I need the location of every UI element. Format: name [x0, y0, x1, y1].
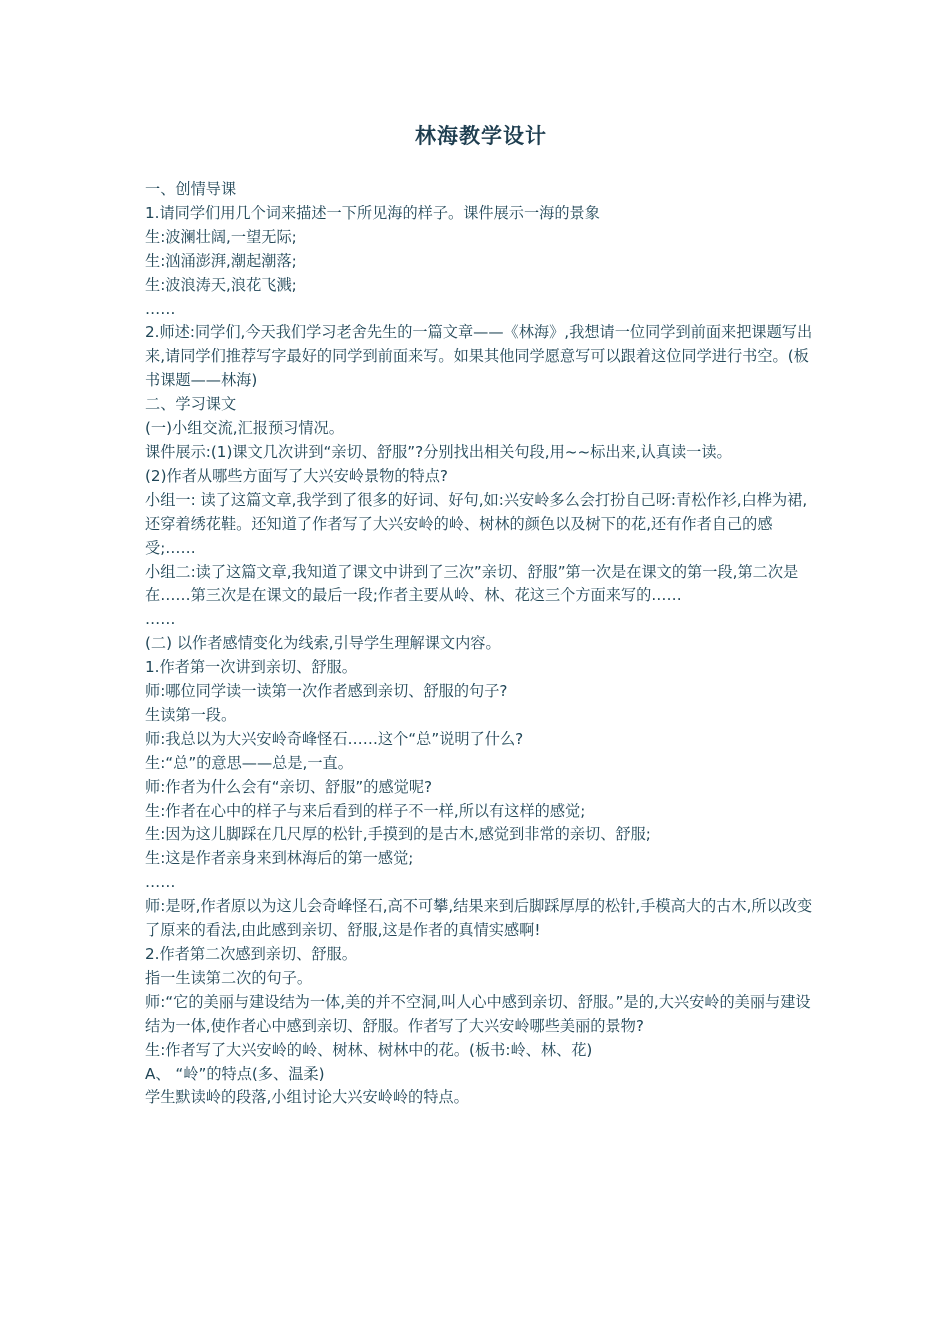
- paragraph: (2)作者从哪些方面写了大兴安岭景物的特点?: [145, 466, 448, 485]
- paragraph: 小组一: 读了这篇文章,我学到了很多的好词、好句,如:兴安岭多么会打扮自己呀:青松作衫,白桦为裙,还穿着绣花鞋。还知道了作者写了大兴安岭的岭、树林的颜色以及树下的花,还有作者自己的感受;……: [145, 490, 808, 557]
- paragraph: 生:作者写了大兴安岭的岭、树林、树林中的花。(板书:岭、林、花): [145, 1040, 593, 1059]
- paragraph: 生读第一段。: [145, 705, 237, 724]
- paragraph: (一)小组交流,汇报预习情况。: [145, 419, 344, 438]
- paragraph: 课件展示:(1)课文几次讲到“亲切、舒服”?分别找出相关句段,用~~标出来,认真读一读。: [145, 442, 732, 461]
- document-page: [145, 120, 813, 1110]
- subsection-heading: (二) 以作者感情变化为线索,引导学生理解课文内容。: [145, 634, 501, 653]
- paragraph: 生:汹涌澎湃,潮起潮落;: [145, 251, 297, 270]
- paragraph: 生:波澜壮阔,一望无际;: [145, 227, 297, 246]
- paragraph: A、 “岭”的特点(多、温柔): [145, 1064, 325, 1083]
- paragraph: 师:作者为什么会有“亲切、舒服”的感觉呢?: [145, 777, 433, 796]
- section-heading: 二、学习课文: [145, 395, 237, 414]
- paragraph: 师:哪位同学读一读第一次作者感到亲切、舒服的句子?: [145, 682, 508, 701]
- paragraph: 生:作者在心中的样子与来后看到的样子不一样,所以有这样的感觉;: [145, 801, 586, 820]
- paragraph: 生:“总”的意思——总是,一直。: [145, 753, 353, 772]
- ellipsis-line: ……: [145, 299, 176, 318]
- ellipsis-line: ……: [145, 610, 176, 629]
- paragraph: 2.作者第二次感到亲切、舒服。: [145, 945, 357, 963]
- paragraph: 小组二:读了这篇文章,我知道了课文中讲到了三次”亲切、舒服”第一次是在课文的第一段,第二次是在……第三次是在课文的最后一段;作者主要从岭、林、花这三个方面来写的……: [145, 562, 799, 605]
- paragraph: 师:我总以为大兴安岭奇峰怪石……这个“总”说明了什么?: [145, 729, 524, 748]
- section-heading: 一、创情导课: [145, 180, 237, 198]
- ellipsis-line: ……: [145, 873, 176, 892]
- paragraph: 师:“它的美丽与建设结为一体,美的并不空洞,叫人心中感到亲切、舒服。”是的,大兴安岭的美丽与建设结为一体,使作者心中感到亲切、舒服。作者写了大兴安岭哪些美丽的景物?: [145, 992, 811, 1035]
- paragraph: 2.师述:同学们,今天我们学习老舍先生的一篇文章——《林海》,我想请一位同学到前面来把课题写出来,请同学们推荐写字最好的同学到前面来写。如果其他同学愿意写可以跟着这位同学进行书空。(板书课题——林海): [145, 323, 813, 390]
- document-title: 林海教学设计: [415, 124, 547, 148]
- paragraph: 指一生读第二次的句子。: [145, 968, 313, 987]
- paragraph: 1.作者第一次讲到亲切、舒服。: [145, 658, 357, 677]
- paragraph: 师:是呀,作者原以为这儿会奇峰怪石,高不可攀,结果来到后脚踩厚厚的松针,手模高大的古木,所以改变了原来的看法,由此感到亲切、舒服,这是作者的真情实感啊!: [145, 897, 813, 940]
- document-body: [145, 178, 813, 1110]
- paragraph: 生:这是作者亲身来到林海后的第一感觉;: [145, 849, 414, 868]
- paragraph: 生:波浪涛天,浪花飞溅;: [145, 275, 297, 294]
- paragraph: 1.请同学们用几个词来描述一下所见海的样子。课件展示一海的景象: [145, 203, 600, 222]
- paragraph: 学生默读岭的段落,小组讨论大兴安岭岭的特点。: [145, 1088, 469, 1107]
- paragraph: 生:因为这儿脚踩在几尺厚的松针,手摸到的是古木,感觉到非常的亲切、舒服;: [145, 825, 651, 844]
